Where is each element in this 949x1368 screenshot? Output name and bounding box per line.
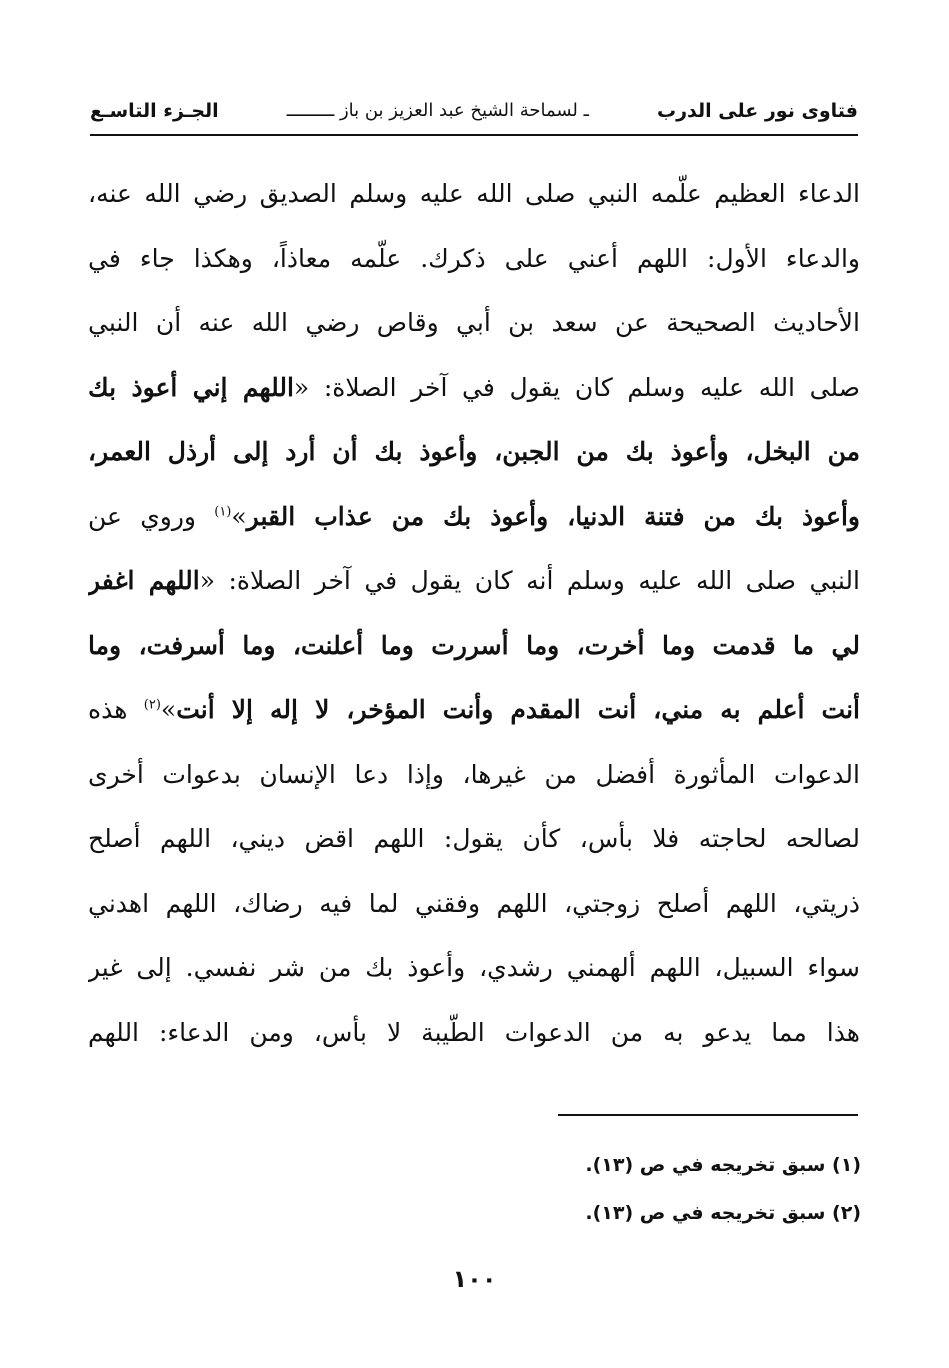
hadith-quote: وأعوذ بك من فتنة الدنيا، وأعوذ بك من عذاب القبر xyxy=(246,501,860,531)
text-line: لصالحه لحاجته فلا بأس، كأن يقول: اللهم اقض ديني، اللهم أصلح xyxy=(88,824,860,853)
page-number: ١٠٠ xyxy=(452,1265,497,1293)
hadith-quote-line: لي ما قدمت وما أخرت، وما أسررت وما أعلنت، وما أسرفت، وما xyxy=(88,630,860,660)
text-line: الدعاء العظيم علّمه النبي صلى الله عليه وسلم الصديق رضي الله عنه، xyxy=(88,179,860,208)
footnote-item: (١) سبق تخريجه في ص (١٣). xyxy=(585,1154,861,1176)
book-title: فتاوى نور على الدرب xyxy=(657,100,858,122)
footnote-item: (٢) سبق تخريجه في ص (١٣). xyxy=(585,1202,861,1224)
footnote-separator xyxy=(558,1114,858,1116)
footnote-marker: (٢) xyxy=(143,697,161,713)
hadith-quote: أنت أعلم به مني، أنت المقدم وأنت المؤخر، لا إله إلا أنت xyxy=(176,695,860,724)
text-line: سواء السبيل، اللهم ألهمني رشدي، وأعوذ بك من شر نفسي. إلى غير xyxy=(88,953,860,982)
text-line: الأحاديث الصحيحة عن سعد بن أبي وقاص رضي الله عنه أن النبي xyxy=(88,308,860,337)
author-line: ـ لسماحة الشيخ عبد العزيز بن باز ـــــــــ xyxy=(286,100,589,121)
footnotes xyxy=(361,1145,861,1241)
text-line: هذا مما يدعو به من الدعوات الطّيبة لا بأس، ومن الدعاء: اللهم xyxy=(88,1017,860,1047)
text-line: ذريتي، اللهم أصلح زوجتي، اللهم وفقني لما فيه رضاك، اللهم اهدني xyxy=(88,888,860,918)
volume-label: الجـزء التاسـع xyxy=(90,100,219,122)
hadith-quote: اللهم اغفر xyxy=(88,566,200,595)
text-line: الدعوات المأثورة أفضل من غيرها، وإذا دعا الإنسان بدعوات أخرى xyxy=(88,759,860,789)
footnote-marker: (١) xyxy=(214,504,232,520)
text-line: أنت أعلم به مني، أنت المقدم وأنت المؤخر، لا إله إلا أنت»$^{(٢)}$ هذه xyxy=(88,695,860,724)
text-line: وأعوذ بك من فتنة الدنيا، وأعوذ بك من عذاب القبر»$^{(١)}$ وروي عن xyxy=(88,501,860,531)
main-text xyxy=(88,165,860,1068)
text-line: صلى الله عليه وسلم كان يقول في آخر الصلاة: «اللهم إني أعوذ بك xyxy=(88,372,860,402)
text-line: والدعاء الأول: اللهم أعني على ذكرك. علّمه معاذاً، وهكذا جاء في xyxy=(88,243,860,273)
text-line: النبي صلى الله عليه وسلم أنه كان يقول في آخر الصلاة: «اللهم اغفر xyxy=(88,566,860,595)
hadith-quote: اللهم إني أعوذ بك xyxy=(88,372,294,402)
hadith-quote-line: من البخل، وأعوذ بك من الجبن، وأعوذ بك أن أرد إلى أرذل العمر، xyxy=(88,437,860,466)
running-header xyxy=(90,100,858,136)
